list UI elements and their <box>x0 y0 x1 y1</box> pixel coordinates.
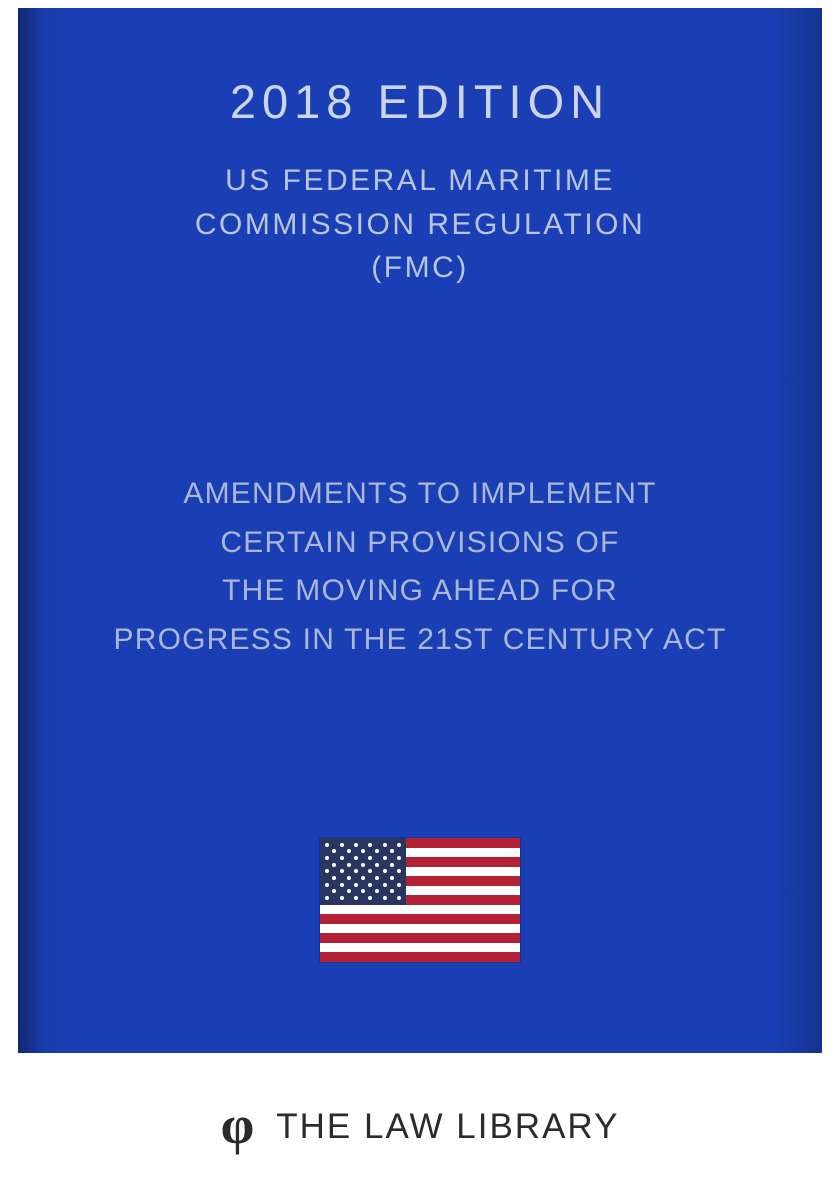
edition-label: 2018 EDITION <box>229 75 611 128</box>
flag-star <box>354 883 358 887</box>
title-line-2: CERTAIN PROVISIONS OF <box>220 525 620 559</box>
publisher-mark <box>220 1094 620 1155</box>
flag-star <box>340 856 344 860</box>
flag-star <box>390 849 394 853</box>
title-line-1: AMENDMENTS TO IMPLEMENT <box>183 477 657 510</box>
flag-star <box>368 843 372 847</box>
flag-star <box>325 843 329 847</box>
flag-stars <box>320 838 406 905</box>
flag-star <box>375 876 379 880</box>
flag-star <box>347 876 351 880</box>
flag-star <box>354 843 358 847</box>
agency-line-3: (FMC) <box>371 251 469 284</box>
flag-star <box>340 843 344 847</box>
flag-stripe <box>320 933 520 943</box>
flag-star <box>325 869 329 873</box>
flag-star <box>361 889 365 893</box>
flag-star <box>347 863 351 867</box>
agency-line-2: COMMISSION REGULATION <box>194 207 646 241</box>
us-flag-graphic <box>320 838 520 962</box>
flag-star <box>368 883 372 887</box>
flag-star <box>383 883 387 887</box>
flag-star <box>361 876 365 880</box>
us-flag-icon <box>0 838 840 962</box>
flag-star <box>375 889 379 893</box>
agency-name <box>18 159 822 290</box>
flag-star <box>390 863 394 867</box>
publisher-logo-icon: φ <box>220 1094 255 1155</box>
publisher-band <box>0 1053 840 1200</box>
publisher-name: THE LAW LIBRARY <box>276 1106 620 1146</box>
agency-line-1: US FEDERAL MARITIME <box>225 164 615 197</box>
flag-star <box>332 849 336 853</box>
flag-star <box>361 863 365 867</box>
flag-star <box>332 863 336 867</box>
flag-star <box>397 896 401 900</box>
flag-star <box>375 863 379 867</box>
flag-star <box>397 856 401 860</box>
flag-star <box>325 883 329 887</box>
cover-header <box>18 75 822 290</box>
document-title <box>18 470 822 664</box>
flag-star <box>383 843 387 847</box>
flag-star <box>397 843 401 847</box>
flag-stripe <box>320 914 520 924</box>
title-line-4: PROGRESS IN THE 21ST CENTURY ACT <box>113 622 727 656</box>
flag-star <box>383 869 387 873</box>
title-line-3: THE MOVING AHEAD FOR <box>222 574 618 608</box>
flag-star <box>383 896 387 900</box>
flag-star <box>361 849 365 853</box>
flag-star <box>340 869 344 873</box>
flag-star <box>375 849 379 853</box>
flag-star <box>383 856 387 860</box>
flag-star <box>397 883 401 887</box>
flag-star <box>390 876 394 880</box>
flag-star <box>368 856 372 860</box>
flag-star <box>340 896 344 900</box>
flag-star <box>354 896 358 900</box>
flag-star <box>332 889 336 893</box>
flag-star <box>368 869 372 873</box>
flag-star <box>347 849 351 853</box>
flag-star <box>354 869 358 873</box>
flag-star <box>325 856 329 860</box>
flag-star <box>347 889 351 893</box>
flag-star <box>325 896 329 900</box>
flag-star <box>340 883 344 887</box>
flag-star <box>390 889 394 893</box>
flag-star <box>332 876 336 880</box>
flag-star <box>354 856 358 860</box>
flag-star <box>368 896 372 900</box>
flag-stripe <box>320 952 520 962</box>
flag-star <box>397 869 401 873</box>
